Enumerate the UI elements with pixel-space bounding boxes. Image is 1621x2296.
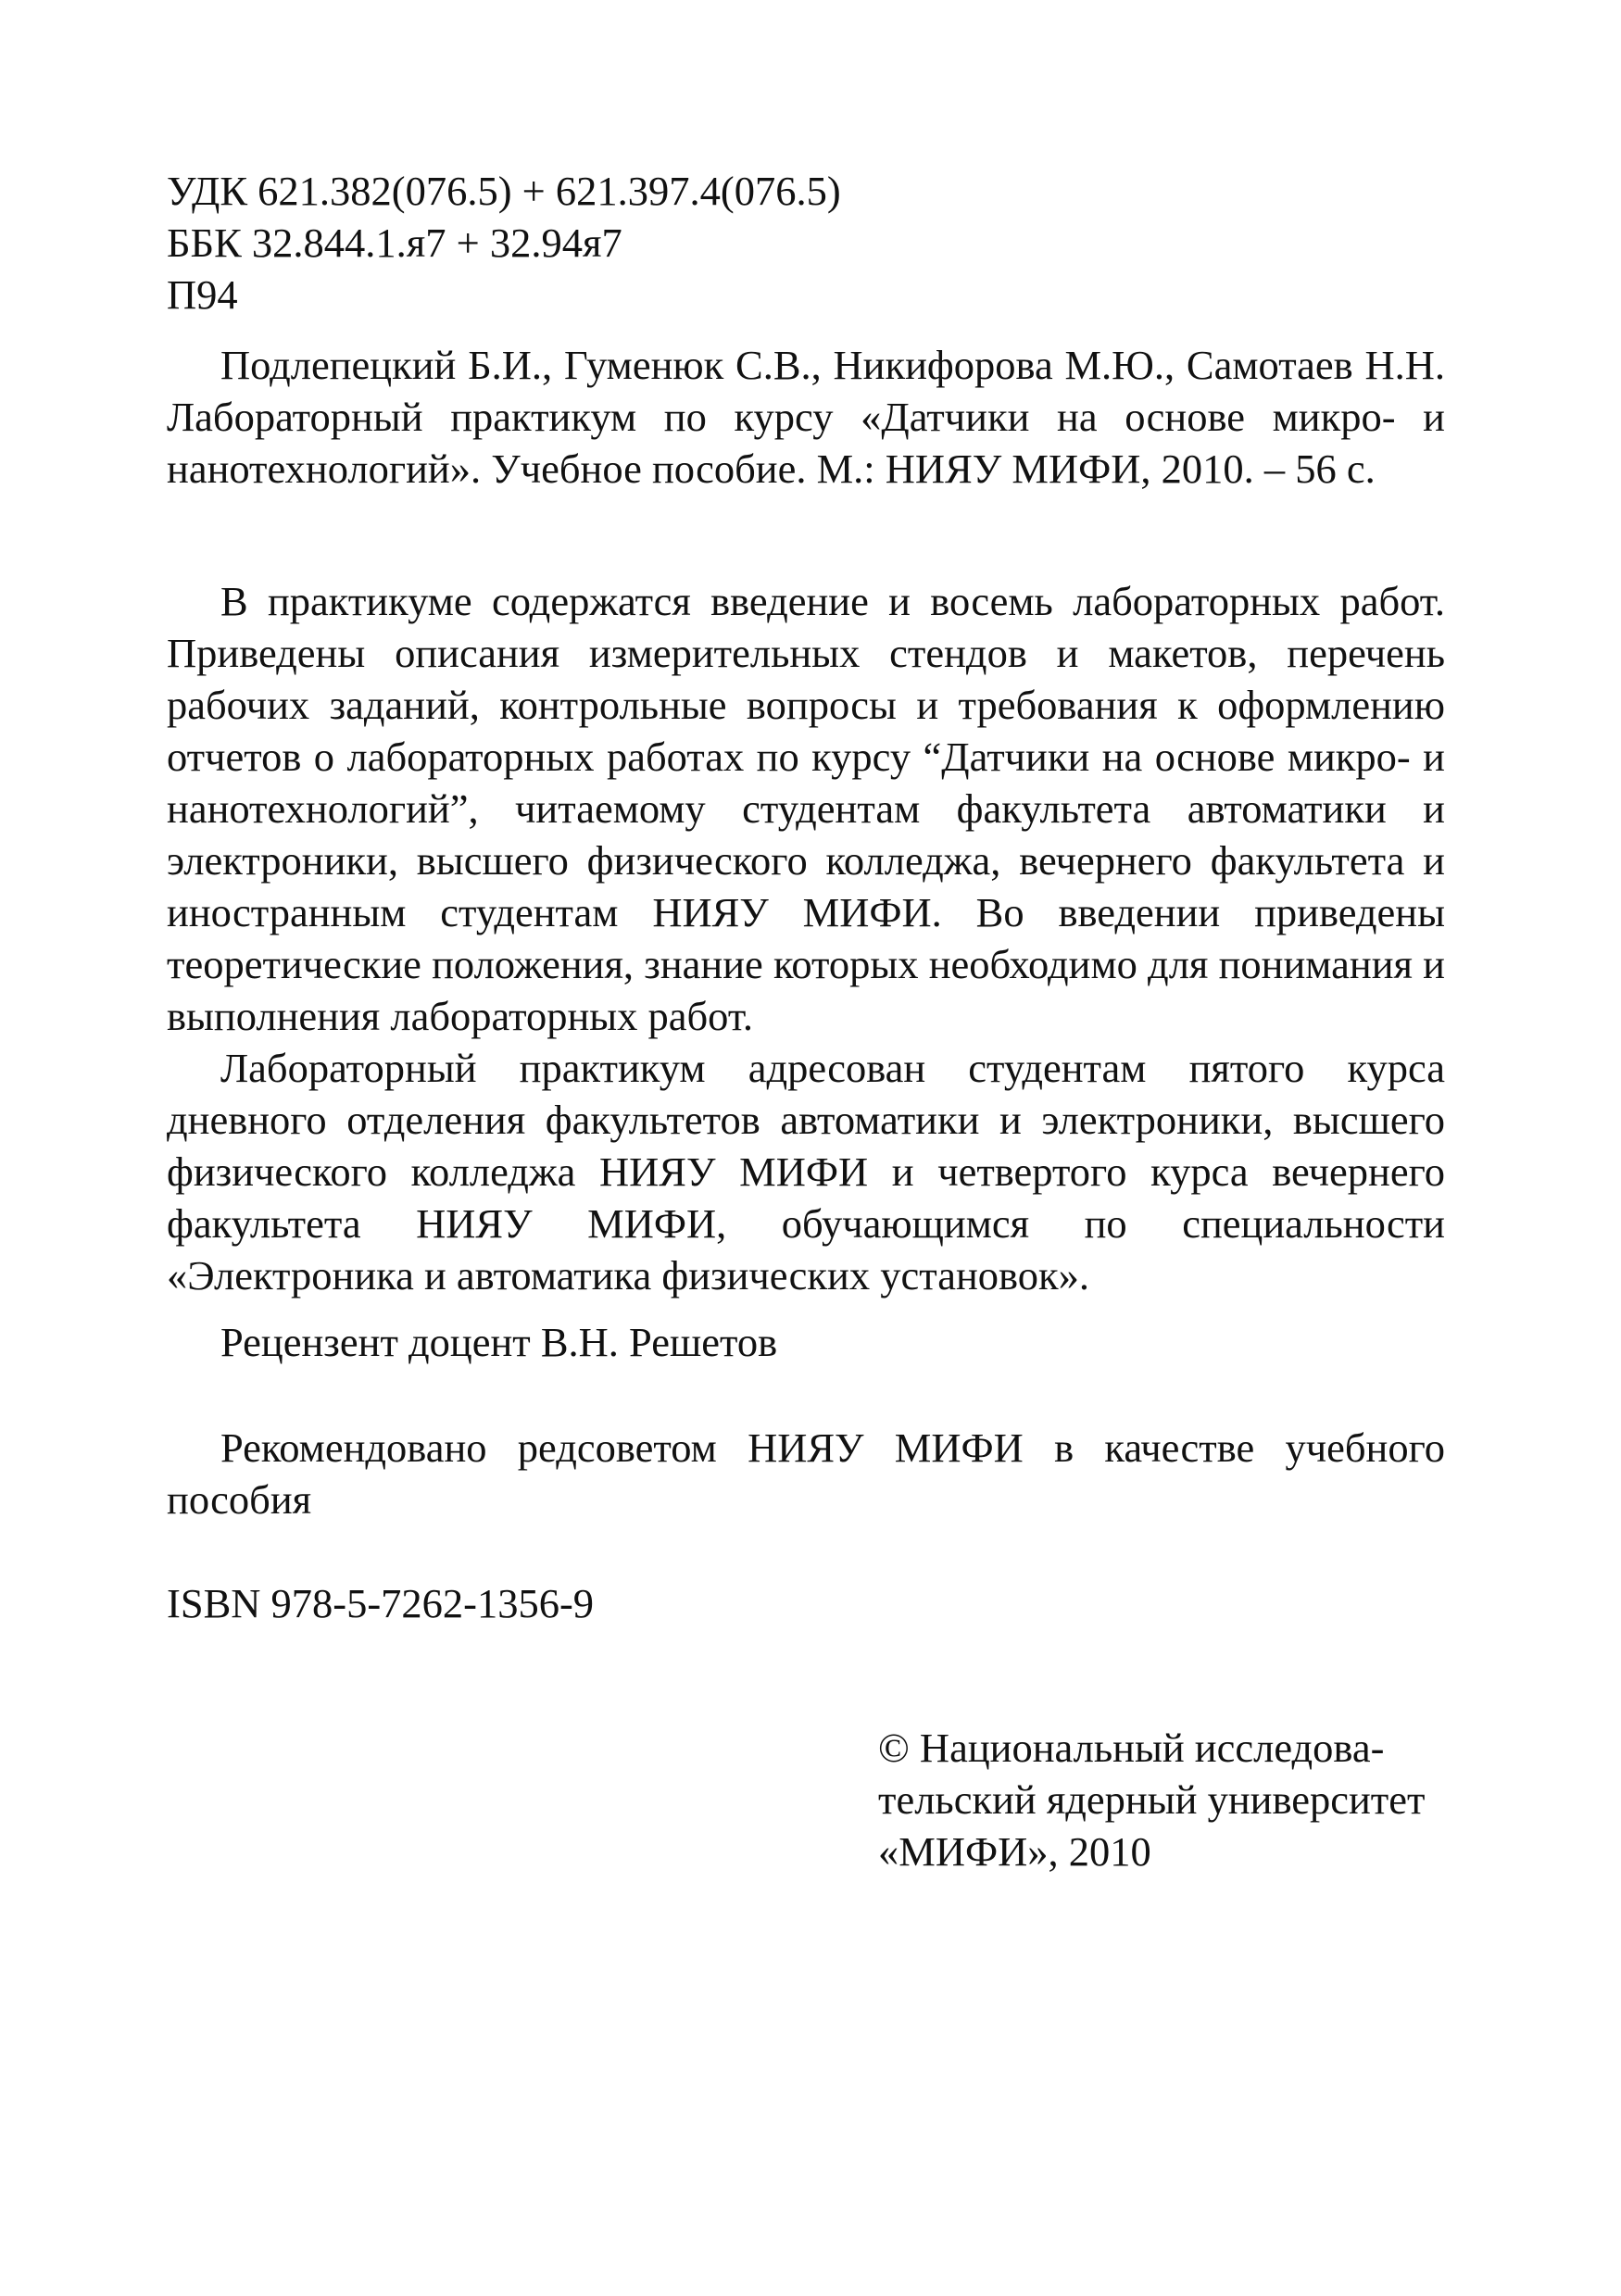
copyright-line-3: «МИФИ», 2010	[878, 1828, 1151, 1875]
annotation	[167, 575, 1445, 1301]
reviewer-line: Рецензент доцент В.Н. Решетов	[220, 1319, 778, 1365]
recommendation-block	[167, 1422, 1445, 1525]
recommendation: Рекомендовано редсоветом НИЯУ МИФИ в качестве учебного пособия	[167, 1424, 1445, 1523]
annotation-paragraph-1: В практикуме содержатся введение и восемь лабораторных работ. Приведены описания измерительных стендов и макетов, перечень рабочих заданий, контрольные вопросы и требования к оформлению отчетов о лабораторных работах по курсу “Датчики на основе микро- и нанотехнологий”, читаемому студентам факультета автоматики и электроники, высшего физического колледжа, вечернего факультета и иностранным студентам НИЯУ МИФИ. Во введении приведены теоретические положения, знание которых необходимо для понимания и выполнения лабораторных работ.	[167, 578, 1445, 1039]
author-mark: П94	[167, 271, 238, 318]
udk-code: УДК 621.382(076.5) + 621.397.4(076.5)	[167, 168, 841, 214]
isbn: ISBN 978-5-7262-1356-9	[167, 1580, 595, 1626]
annotation-paragraph-2: Лабораторный практикум адресован студентам пятого курса дневного отделения факультетов автоматики и электроники, высшего физического колледжа НИЯУ МИФИ и четвертого курса вечернего факультета НИЯУ МИФИ, обучающимся по специальности «Электроника и автоматика физических установок».	[167, 1045, 1445, 1299]
copyright-line-2: тельский ядерный университет	[878, 1776, 1426, 1823]
copyright-notice	[878, 1722, 1471, 1877]
classification-codes	[167, 165, 1464, 320]
bibliographic-record-block	[167, 339, 1445, 495]
bbk-code: ББК 32.844.1.я7 + 32.94я7	[167, 220, 622, 266]
bibliographic-record: Подлепецкий Б.И., Гуменюк С.В., Никифорова М.Ю., Самотаев Н.Н. Лабораторный практикум по курсу «Датчики на основе микро- и нанотехнологий». Учебное пособие. М.: НИЯУ МИФИ, 2010. – 56 с.	[167, 342, 1445, 492]
copyright-line-1: © Национальный исследова-	[878, 1725, 1385, 1771]
